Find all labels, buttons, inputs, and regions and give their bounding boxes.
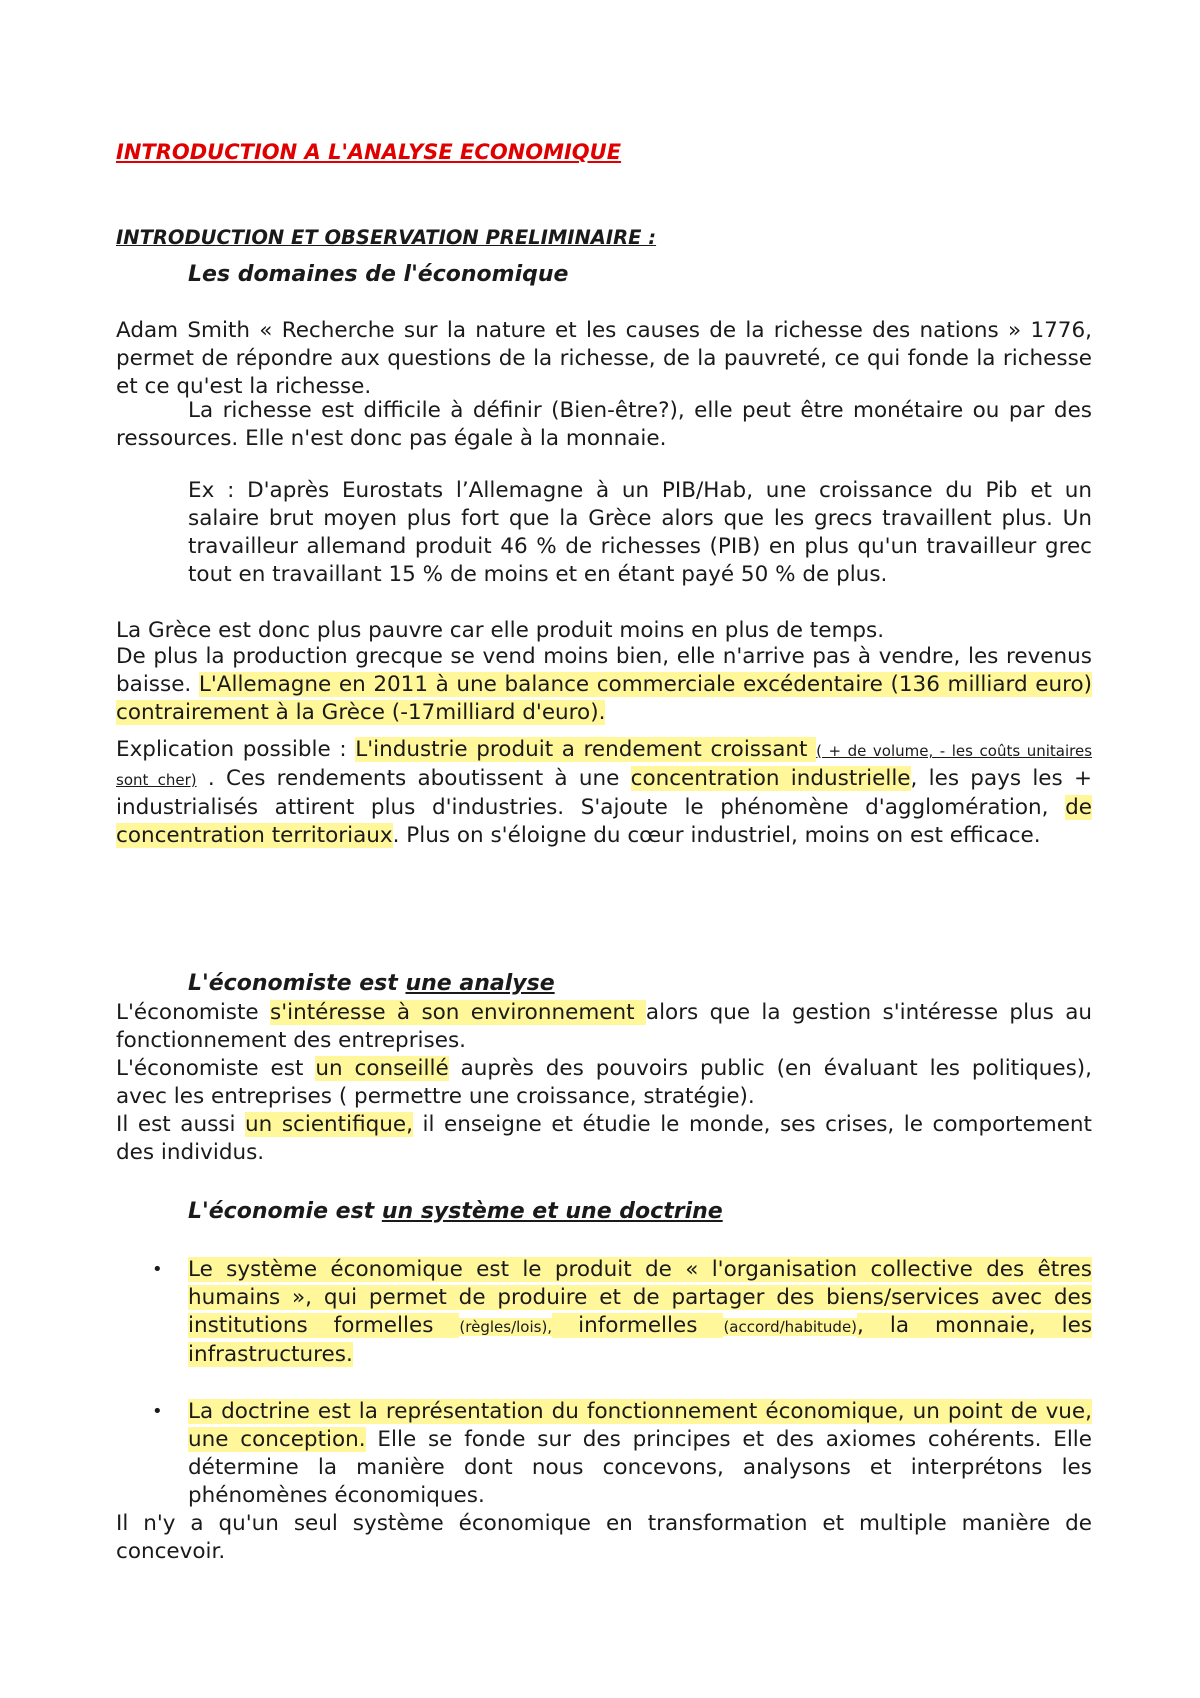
text-plain: Elle se fonde sur des principes et des axiomes cohérents. Elle détermine la manière dont nous concevons, analysons et interprétons les phénomènes économiques.: [188, 1427, 1092, 1508]
highlight-balance-commerciale: L'Allemagne en 2011 à une balance commerciale excédentaire (136 milliard euro) contrairement à la Grèce (-17milliard d'euro).: [116, 672, 1092, 725]
paragraph-adam-smith: Adam Smith « Recherche sur la nature et les causes de la richesse des nations » 1776, permet de répondre aux questions de la richesse, de la pauvreté, ce qui fonde la richesse et ce qu'est la richesse.: [116, 318, 1092, 399]
heading-text: L'économie est: [188, 1199, 382, 1224]
text-plain: L'économiste est: [116, 1056, 316, 1081]
note-volume: ( + de volume, - les coûts unitaires sont cher): [116, 742, 1093, 789]
document-subtitle: INTRODUCTION ET OBSERVATION PRELIMINAIRE :: [116, 226, 657, 249]
highlight-monnaie: , la monnaie, les infrastructures.: [188, 1313, 1093, 1367]
note-regles: (règles/lois),: [459, 1318, 553, 1336]
list-item-systeme: [188, 1256, 1092, 1369]
paragraph-example: Ex : D'après Eurostats l’Allemagne à un PIB/Hab, une croissance du Pib et un salaire brut moyen plus fort que la Grèce alors que les grecs travaillent plus. Un travailleur allemand produit 46 % de richesses (PIB) en plus qu'un travailleur grec tout en travaillant 15 % de moins et en étant payé 50 % de plus.: [188, 478, 1092, 587]
paragraph-explication: [116, 736, 1092, 850]
heading-underlined: une analyse: [405, 971, 555, 996]
text-plain: , les pays les + industrialisés attirent plus d'industries. S'ajoute le phénomène d'agglomération,: [116, 766, 1093, 820]
paragraph-production-grecque: [116, 643, 1092, 727]
highlight-concentration: concentration industrielle: [630, 766, 911, 791]
document-title: INTRODUCTION A L'ANALYSE ECONOMIQUE: [116, 140, 622, 164]
highlight-territoriaux: de concentration territoriaux: [116, 795, 1092, 848]
note-accord: (accord/habitude): [723, 1318, 858, 1336]
text-plain: . Plus on s'éloigne du cœur industriel, moins on est efficace.: [392, 823, 1041, 848]
text-plain: Explication possible :: [116, 737, 356, 762]
paragraph-economiste-environnement: [116, 999, 1092, 1055]
highlight-scientifique: un scientifique,: [245, 1112, 413, 1137]
text-plain: Il est aussi: [116, 1112, 246, 1137]
text-plain: il enseigne et étudie le monde, ses crises, le comportement des individus.: [116, 1112, 1092, 1165]
highlight-systeme: Le système économique est le produit de « l'organisation collective des êtres humains », qui permet de produire et de partager des biens/services avec des institutions formelles: [188, 1257, 1092, 1338]
text-plain: . Ces rendements aboutissent à une: [196, 766, 631, 791]
text-plain: L'économiste: [116, 1000, 270, 1025]
section-heading-domaines: Les domaines de l'économique: [188, 262, 569, 287]
text-plain: alors que la gestion s'intéresse plus au fonctionnement des entreprises.: [116, 1000, 1093, 1053]
highlight-conseille: un conseillé: [315, 1056, 449, 1081]
paragraph-economiste-conseille: [116, 1055, 1092, 1111]
highlight-doctrine: La doctrine est la représentation du fonctionnement économique, un point de vue, une conception.: [188, 1399, 1092, 1452]
paragraph-grece-pauvre: La Grèce est donc plus pauvre car elle produit moins en plus de temps.: [116, 618, 885, 643]
text-plain: De plus la production grecque se vend moins bien, elle n'arrive pas à vendre, les revenus baisse.: [116, 644, 1092, 697]
heading-text: L'économiste est: [188, 971, 406, 996]
section-heading-systeme: [188, 1199, 723, 1224]
highlight-informelles: informelles: [552, 1313, 724, 1338]
bullet-icon: •: [152, 1259, 163, 1280]
paragraph-conclusion: Il n'y a qu'un seul système économique en transformation et multiple manière de concevoir.: [116, 1511, 1092, 1564]
bullet-icon: •: [152, 1401, 163, 1422]
paragraph-richesse: La richesse est difficile à définir (Bien-être?), elle peut être monétaire ou par des ressources. Elle n'est donc pas égale à la monnaie.: [116, 398, 1092, 451]
highlight-environnement: s'intéresse à son environnement: [270, 1000, 646, 1025]
highlight-rendement: L'industrie produit a rendement croissant: [355, 737, 817, 762]
text-plain: auprès des pouvoirs public (en évaluant les politiques), avec les entreprises ( permettre une croissance, stratégie).: [116, 1056, 1092, 1109]
paragraph-economiste-scientifique: [116, 1111, 1092, 1167]
list-item-doctrine: [188, 1398, 1092, 1510]
heading-underlined: un système et une doctrine: [381, 1199, 723, 1224]
section-heading-economiste: [188, 971, 555, 996]
